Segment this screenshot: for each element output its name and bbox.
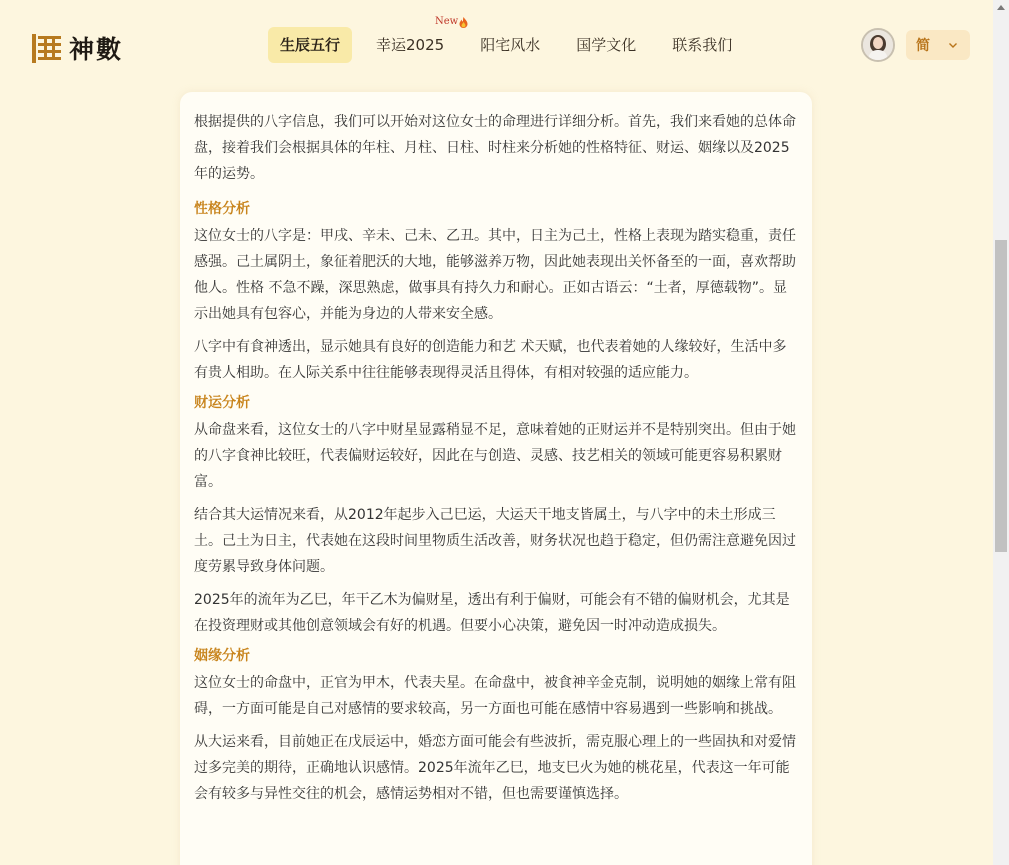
nav-item-label: 生辰五行 (280, 36, 341, 54)
new-badge (435, 15, 468, 29)
nav-item-label: 阳宅风水 (480, 36, 541, 54)
nav-item-luck-2025[interactable] (364, 16, 459, 63)
language-select[interactable] (906, 30, 970, 60)
nav-item-label: 联系我们 (672, 36, 733, 54)
chevron-down-icon (948, 40, 958, 50)
section-title-personality: 性格分析 (194, 201, 250, 217)
section-paragraph: 从大运来看，目前她正在戊辰运中，婚恋方面可能会有些波折，需克服心理上的一些固执和对爱情过多完美的期待，正确地认识感情。2025年流年乙巳，地支巳火为她的桃花星，代表这一年可能会有较多与异性交往的机会，感情运势相对不错，但也需要谨慎选择。 (194, 734, 796, 802)
nav-item-label: 幸运2025 (376, 36, 445, 54)
scrollbar-thumb[interactable] (995, 240, 1007, 552)
avatar-image-icon (863, 30, 893, 60)
section-paragraph: 从命盘来看，这位女士的八字中财星显露稍显不足，意味着她的正财运并不是特别突出。但由于她的八字食神比较旺，代表偏财运较好，因此在与创造、灵感、技艺相关的领域可能更容易积累财富。 (194, 422, 796, 490)
top-header (0, 0, 993, 90)
intro-paragraph: 根据提供的八字信息，我们可以开始对这位女士的命理进行详细分析。首先，我们来看她的总体命盘，接着我们会根据具体的年柱、月柱、日柱、时柱来分析她的性格特征、财运、姻缘以及2025年的运势。 (194, 114, 796, 182)
main-nav (268, 16, 756, 63)
analysis-card (180, 92, 812, 865)
nav-item-feng-shui[interactable] (468, 27, 552, 63)
logo-text: 神數 (69, 35, 124, 64)
section-paragraph: 八字中有食神透出，显示她具有良好的创造能力和艺 术天赋，也代表着她的人缘较好，生活中多有贵人相助。在人际关系中往往能够表现得灵活且得体，有相对较强的适应能力。 (194, 339, 787, 381)
user-avatar[interactable] (861, 28, 895, 62)
page-scrollbar[interactable] (993, 0, 1009, 865)
nav-item-contact[interactable] (660, 27, 744, 63)
scroll-up-arrow-icon[interactable] (997, 4, 1005, 10)
new-badge-text: New (434, 16, 459, 27)
logo-mark-icon (32, 34, 61, 63)
section-paragraph: 这位女士的命盘中，正官为甲木，代表夫星。在命盘中，被食神辛金克制，说明她的姻缘上常有阻碍，一方面可能是自己对感情的要求较高，另一方面也可能在感情中容易遇到一些影响和挑战。 (194, 675, 796, 717)
section-paragraph: 这位女士的八字是：甲戌、辛未、己未、乙丑。其中，日主为己土，性格上表现为踏实稳重，责任感强。己土属阴土，象征着肥沃的大地，能够滋养万物，因此她表现出关怀备至的一面，喜欢帮助他人。性格 不急不躁，深思熟虑，做事具有持久力和耐心。正如古语云：“土者，厚德载物”。显示出她具有包容心，并能为身边的人带来安全感。 (194, 228, 796, 322)
nav-item-label: 国学文化 (576, 36, 637, 54)
section-paragraph: 结合其大运情况来看，从2012年起步入己巳运，大运天干地支皆属土，与八字中的未土形成三土。己土为日主，代表她在这段时间里物质生活改善，财务状况也趋于稳定，但仍需注意避免因过度劳累导致身体问题。 (194, 507, 796, 575)
logo[interactable] (32, 30, 123, 66)
nav-item-birth-elements[interactable] (268, 27, 352, 63)
flame-icon (459, 17, 468, 28)
section-paragraph: 2025年的流年为乙巳，年干乙木为偏财星，透出有利于偏财，可能会有不错的偏财机会，尤其是在投资理财或其他创意领域会有好的机遇。但要小心决策，避免因一时冲动造成损失。 (194, 592, 790, 634)
language-selected-label: 简 (916, 38, 930, 54)
section-title-wealth: 财运分析 (194, 395, 250, 411)
nav-item-culture[interactable] (564, 27, 648, 63)
section-title-marriage: 姻缘分析 (194, 648, 250, 664)
